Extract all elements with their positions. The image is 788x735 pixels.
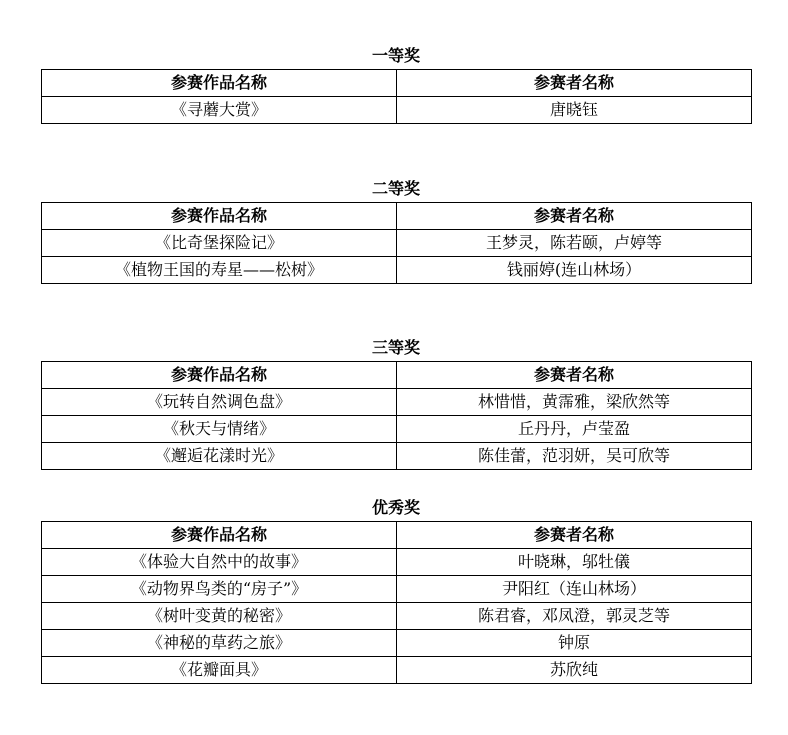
participant-cell: 王梦灵，陈若颐，卢婷等: [397, 230, 752, 257]
work-name-cell: 《玩转自然调色盘》: [42, 389, 397, 416]
header-work-name: 参赛作品名称: [42, 362, 397, 389]
work-name-cell: 《神秘的草药之旅》: [42, 630, 397, 657]
header-work-name: 参赛作品名称: [42, 203, 397, 230]
table-row: [42, 97, 752, 124]
table-row: [42, 443, 752, 470]
work-name-cell: 《秋天与情绪》: [42, 416, 397, 443]
table-row: [42, 549, 752, 576]
table-row: [42, 576, 752, 603]
table-row: [42, 257, 752, 284]
section-title: 一等奖: [371, 46, 420, 65]
participant-cell: 尹阳红（连山林场）: [397, 576, 752, 603]
header-participant-name: 参赛者名称: [397, 203, 752, 230]
participant-cell: 苏欣纯: [397, 657, 752, 684]
award-table: [41, 361, 752, 470]
award-table: [41, 521, 752, 684]
table-row: [42, 657, 752, 684]
work-name-cell: 《体验大自然中的故事》: [42, 549, 397, 576]
participant-cell: 丘丹丹，卢莹盈: [397, 416, 752, 443]
participant-cell: 唐晓钰: [397, 97, 752, 124]
header-participant-name: 参赛者名称: [397, 522, 752, 549]
participant-cell: 陈佳蕾，范羽妍，吴可欣等: [397, 443, 752, 470]
table-row: [42, 389, 752, 416]
table-row: [42, 630, 752, 657]
award-table: [41, 69, 752, 124]
participant-cell: 钱丽婷(连山林场）: [397, 257, 752, 284]
header-participant-name: 参赛者名称: [397, 362, 752, 389]
award-section-second: [41, 176, 751, 284]
table-row: [42, 230, 752, 257]
work-name-cell: 《树叶变黄的秘密》: [42, 603, 397, 630]
section-title: 二等奖: [371, 179, 420, 198]
participant-cell: 钟原: [397, 630, 752, 657]
header-participant-name: 参赛者名称: [397, 70, 752, 97]
work-name-cell: 《寻蘑大赏》: [42, 97, 397, 124]
section-title: 优秀奖: [371, 498, 420, 517]
award-section-third: [41, 335, 751, 470]
work-name-cell: 《邂逅花漾时光》: [42, 443, 397, 470]
award-section-excellence: [41, 495, 751, 684]
participant-cell: 陈君睿，邓凤澄，郭灵芝等: [397, 603, 752, 630]
work-name-cell: 《花瓣面具》: [42, 657, 397, 684]
table-header-row: [42, 70, 752, 97]
award-section-first: [41, 43, 751, 124]
work-name-cell: 《植物王国的寿星——松树》: [42, 257, 397, 284]
table-header-row: [42, 203, 752, 230]
header-work-name: 参赛作品名称: [42, 522, 397, 549]
table-header-row: [42, 362, 752, 389]
work-name-cell: 《动物界鸟类的“房子”》: [42, 576, 397, 603]
header-work-name: 参赛作品名称: [42, 70, 397, 97]
table-row: [42, 416, 752, 443]
award-table: [41, 202, 752, 284]
participant-cell: 林惜惜，黄霈雅，梁欣然等: [397, 389, 752, 416]
participant-cell: 叶晓琳，邬牡儀: [397, 549, 752, 576]
table-header-row: [42, 522, 752, 549]
work-name-cell: 《比奇堡探险记》: [42, 230, 397, 257]
section-title: 三等奖: [371, 338, 420, 357]
table-row: [42, 603, 752, 630]
